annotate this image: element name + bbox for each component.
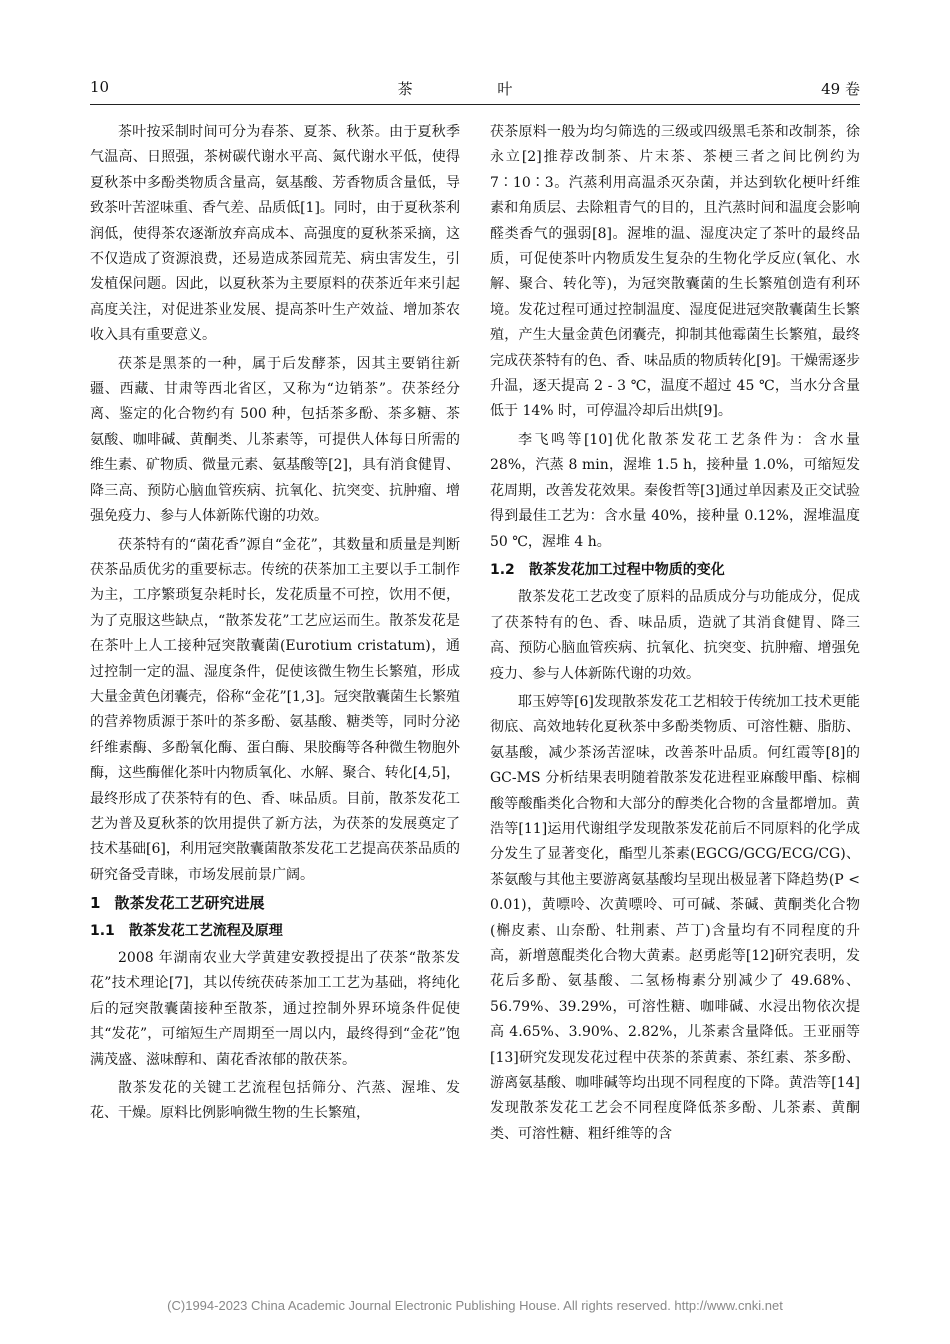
subsection-heading	[90, 919, 460, 944]
section-title: 散茶发花工艺研究进展	[114, 894, 265, 913]
paragraph: 茶叶按采制时间可分为春茶、夏茶、秋茶。由于夏秋季气温高、日照强，茶树碳代谢水平高、氮代谢水平低，使得夏秋茶中多酚类物质含量高，氨基酸、芳香物质含量低，导致茶叶苦涩味重、香气差、品质低[1]。同时，由于夏秋茶利润低，使得茶农逐渐放弃高成本、高强度的夏秋茶采摘，这不仅造成了资源浪费，还易造成茶园荒芜、病虫害发生，引发植保问题。因此，以夏秋茶为主要原料的茯茶近年来引起高度关注，对促进茶业发展、提高茶叶生产效益、增加茶农收入具有重要意义。	[90, 124, 460, 344]
paragraph: 散茶发花的关键工艺流程包括筛分、汽蒸、渥堆、发花、干燥。原料比例影响微生物的生长繁殖，	[90, 1080, 460, 1122]
paragraph: 茯茶特有的“菌花香”源自“金花”，其数量和质量是判断茯茶品质优劣的重要标志。传统的茯茶加工主要以手工制作为主，工序繁琐复杂耗时长，发花质量不可控，饮用不便，为了克服这些缺点，“散茶发花”工艺应运而生。散茶发花是在茶叶上人工接种冠突散囊菌(Eurotium cristatum)，通过控制一定的温、湿度条件，促使该微生物生长繁殖，形成大量金黄色闭囊壳，俗称“金花”[1,3]。冠突散囊菌生长繁殖的营养物质源于茶叶的茶多酚、氨基酸、糖类等，同时分泌纤维素酶、多酚氧化酶、蛋白酶、果胶酶等各种微生物胞外酶，这些酶催化茶叶内物质氧化、水解、聚合、转化[4,5]，最终形成了茯茶特有的色、香、味品质。目前，散茶发花工艺为普及夏秋茶的饮用提供了新方法，为茯茶的发展奠定了技术基础[6]，利用冠突散囊菌散茶发花工艺提高茯茶品质的研究备受青睐，市场发展前景广阔。	[90, 536, 460, 883]
section-number: 1	[90, 894, 101, 913]
paragraph: 耶玉婷等[6]发现散茶发花工艺相较于传统加工技术更能彻底、高效地转化夏秋茶中多酚类物质、可溶性糖、脂肪、氨基酸，减少茶汤苦涩味，改善茶叶品质。何红霞等[8]的 GC-MS 分析结果表明随着散茶发花进程亚麻酸甲酯、棕榈酸等酸酯类化合物和大部分的醇类化合物的含量都增加。黄浩等[11]运用代谢组学发现散茶发花前后不同原料的化学成分发生了显著变化，酯型儿茶素(EGCG/GCG/ECG/CG)、茶氨酸与其他主要游离氨基酸均呈现出极显著下降趋势(P < 0.01)，黄嘌呤、次黄嘌呤、可可碱、茶碱、黄酮类化合物(槲皮素、山奈酚、牡荆素、芦丁)含量均有不同程度的升高，新增蒽醌类化合物大黄素。赵勇彪等[12]研究表明，发花后多酚、氨基酸、二氢杨梅素分别减少了 49.68%、56.79%、39.29%，可溶性糖、咖啡碱、水浸出物依次提高 4.65%、3.90%、2.82%，儿茶素含量降低。王亚丽等[13]研究发现发花过程中茯茶的茶黄素、茶红素、茶多酚、游离氨基酸、咖啡碱等均出现不同程度的下降。黄浩等[14]发现散茶发花工艺会不同程度降低茶多酚、儿茶素、黄酮类、可溶性糖、粗纤维等的含	[490, 693, 860, 1142]
paragraph: 散茶发花工艺改变了原料的品质成分与功能成分，促成了茯茶特有的色、香、味品质，造就了其消食健胃、降三高、预防心脑血管疾病、抗氧化、抗突变、抗肿瘤、增强免疫力、参与人体新陈代谢的功效。	[490, 589, 860, 682]
subsection-heading	[490, 558, 860, 583]
page-header	[90, 78, 860, 104]
subsection-title: 散茶发花工艺流程及原理	[128, 922, 283, 939]
section-heading	[90, 891, 460, 916]
paragraph: 2008 年湖南农业大学黄建安教授提出了茯茶“散茶发花”技术理论[7]，其以传统茯砖茶加工工艺为基础，将纯化后的冠突散囊菌接种至散茶，通过控制外界环境条件促使其“发花”，可缩短生产周期至一周以内，最终得到“金花”饱满茂盛、滋味醇和、菌花香浓郁的散茯茶。	[90, 950, 460, 1068]
subsection-title: 散茶发花加工过程中物质的变化	[528, 561, 725, 578]
right-column	[490, 120, 860, 1150]
page-number: 10	[90, 78, 110, 96]
paragraph: 茯茶是黑茶的一种，属于后发酵茶，因其主要销往新疆、西藏、甘肃等西北省区，又称为“边销茶”。茯茶经分离、鉴定的化合物约有 500 种，包括茶多酚、茶多糖、茶氨酸、咖啡碱、黄酮类、儿茶素等，可提供人体每日所需的维生素、矿物质、微量元素、氨基酸等[2]，具有消食健胃、降三高、预防心脑血管疾病、抗氧化、抗突变、抗肿瘤、增强免疫力、参与人体新陈代谢的功效。	[90, 355, 460, 525]
header-rule	[90, 104, 860, 105]
copyright-footer: (C)1994-2023 China Academic Journal Electronic Publishing House. All rights reserved. http://www.cnki.net	[167, 1298, 783, 1313]
paragraph: 茯茶原料一般为均匀筛选的三级或四级黑毛茶和改制茶，徐永立[2]推荐改制茶、片末茶、茶梗三者之间比例约为 7∶10∶3。汽蒸利用高温杀灭杂菌，并达到软化梗叶纤维素和角质层、去除粗青气的目的，且汽蒸时间和温度会影响醛类香气的强弱[8]。渥堆的温、湿度决定了茶叶的最终品质，可促使茶叶内物质发生复杂的生物化学反应(氧化、水解、聚合、转化等)，为冠突散囊菌的生长繁殖创造有利环境。发花过程可通过控制温度、湿度促进冠突散囊菌生长繁殖，产生大量金黄色闭囊壳，抑制其他霉菌生长繁殖，最终完成茯茶特有的色、香、味品质的物质转化[9]。干燥需逐步升温，逐天提高 2 - 3 ℃，温度不超过 45 ℃，当水分含量低于 14% 时，可停温冷却后出烘[9]。	[490, 124, 860, 420]
subsection-number: 1.2	[490, 561, 515, 578]
left-column	[90, 120, 460, 1130]
paragraph: 李飞鸣等[10]优化散茶发花工艺条件为：含水量 28%，汽蒸 8 min，渥堆 1.5 h，接种量 1.0%，可缩短发花周期，改善发花效果。秦俊哲等[3]通过单因素及正交试验得到最佳工艺为：含水量 40%，接种量 0.12%，渥堆温度 50 ℃，渥堆 4 h。	[490, 431, 860, 550]
subsection-number: 1.1	[90, 922, 115, 939]
volume-label: 49 卷	[821, 80, 860, 98]
journal-name: 茶 叶	[397, 80, 553, 98]
